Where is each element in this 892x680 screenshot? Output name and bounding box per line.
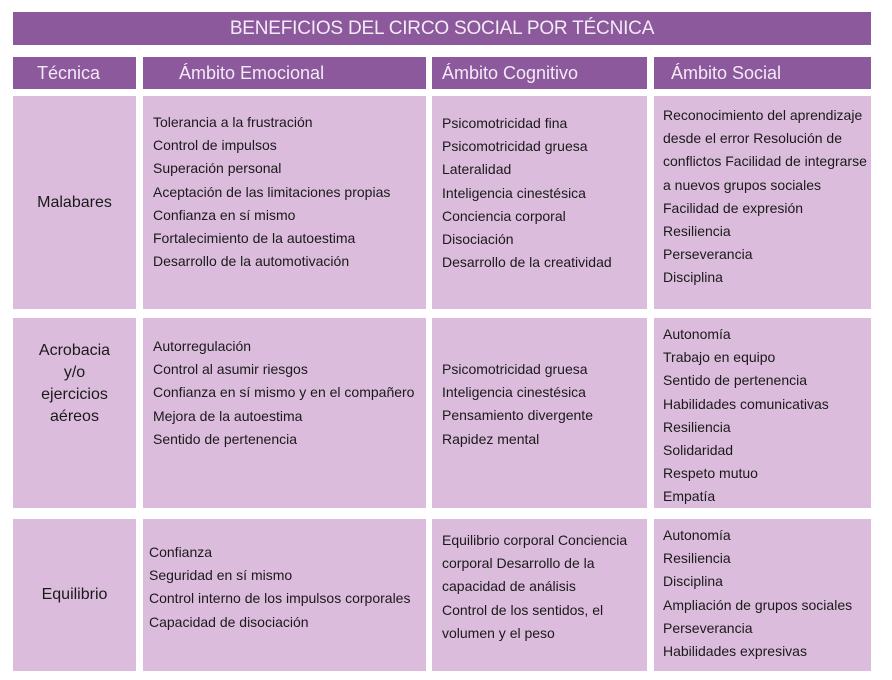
table-title: BENEFICIOS DEL CIRCO SOCIAL POR TÉCNICA [13,12,871,45]
benefit-item: Resiliencia [663,223,731,240]
benefit-item: Disociación [442,231,514,248]
tecnica-line: Acrobacia [38,342,111,359]
cognitivo-acrobacia [432,318,647,508]
tecnica-acrobacia [13,318,136,508]
benefit-list [442,529,647,645]
benefit-item: Tolerancia a la frustración [153,114,313,130]
benefit-item: conflictos Facilidad de integrarse [663,153,867,170]
tecnica-malabares [13,96,136,309]
benefit-item: Perseverancia [663,619,753,636]
benefit-item: Autonomía [663,326,731,342]
benefit-item: Trabajo en equipo [663,349,776,366]
benefit-item: Disciplina [663,269,723,286]
tecnica-line: ejercicios [41,386,108,403]
benefit-item: Resiliencia [663,550,731,567]
social-acrobacia [654,318,871,508]
benefit-item: Aceptación de las limitaciones propias [153,183,391,200]
benefit-item: Disciplina [663,573,723,590]
benefit-item: Capacidad de disociación [149,613,309,630]
emocional-equilibrio [143,519,426,671]
benefit-item: Empatía [663,488,716,505]
social-malabares [654,96,871,309]
benefit-item: desde el error Resolución de [663,130,842,147]
header-ambito-emocional: Ámbito Emocional [143,57,426,89]
benefit-list [663,323,871,509]
benefit-list [153,335,426,451]
benefit-item: Solidaridad [663,442,734,459]
benefit-item: Resiliencia [663,418,731,435]
benefit-item: Mejora de la autoestima [153,407,303,424]
benefit-item: capacidad de análisis [442,578,576,595]
benefit-item: Facilidad de expresión [663,199,804,216]
benefit-item: Reconocimiento del aprendizaje [663,107,863,123]
benefit-list [153,111,426,273]
benefit-item: Desarrollo de la automotivación [153,253,350,270]
benefit-item: Control de los sentidos, el [442,601,604,618]
cognitivo-equilibrio [432,519,647,671]
benefit-item: Control al asumir riesgos [153,361,308,378]
benefit-item: Confianza en sí mismo y en el compañero [153,384,415,401]
emocional-malabares [143,96,426,309]
benefit-item: Psicomotricidad gruesa [442,361,588,377]
benefit-item: Habilidades expresivas [663,643,807,660]
tecnica-equilibrio [13,519,136,671]
tecnica-line: aéreos [50,408,99,425]
emocional-acrobacia [143,318,426,508]
tecnica-label: Equilibrio [41,586,108,603]
benefit-item: corporal Desarrollo de la [442,555,595,572]
benefit-item: Ampliación de grupos sociales [663,596,853,613]
benefit-item: Respeto mutuo [663,465,758,482]
tecnica-line: y/o [63,364,86,381]
tecnica-lines [39,340,110,428]
benefit-item: Lateralidad [442,161,512,178]
benefit-item: Fortalecimiento de la autoestima [153,230,356,247]
benefit-item: Autorregulación [153,338,252,354]
benefit-item: Superación personal [153,160,282,177]
benefit-item: Confianza [149,544,213,560]
benefit-item: Inteligencia cinestésica [442,184,586,201]
benefit-item: Psicomotricidad fina [442,115,568,131]
benefit-list [442,358,647,451]
benefit-item: Equilibrio corporal Conciencia [442,532,628,548]
cognitivo-malabares [432,96,647,309]
benefit-item: Seguridad en sí mismo [149,567,293,584]
benefit-item: Confianza en sí mismo [153,206,296,223]
benefit-item: volumen y el peso [442,624,555,641]
benefit-item: Rapidez mental [442,430,540,447]
benefit-item: Pensamiento divergente [442,407,593,424]
benefit-item: Sentido de pertenencia [663,372,807,389]
benefit-list [442,112,647,274]
benefit-item: Perseverancia [663,246,753,263]
social-equilibrio [654,519,871,671]
benefit-item: Psicomotricidad gruesa [442,138,588,155]
benefit-list [149,541,426,634]
tecnica-label: Malabares [37,193,112,211]
header-ambito-cognitivo: Ámbito Cognitivo [432,57,647,89]
benefit-list [663,104,871,290]
benefit-item: Control de impulsos [153,137,277,154]
benefit-item: Desarrollo de la creatividad [442,254,612,271]
header-tecnica: Técnica [13,57,136,89]
benefit-item: Habilidades comunicativas [663,395,829,412]
benefit-item: Autonomía [663,527,731,543]
benefit-list [663,524,871,663]
benefit-item: Sentido de pertenencia [153,430,297,447]
benefit-item: a nuevos grupos sociales [663,176,821,193]
benefit-item: Conciencia corporal [442,207,566,224]
benefit-item: Inteligencia cinestésica [442,384,586,401]
benefit-item: Control interno de los impulsos corporales [149,590,411,607]
header-ambito-social: Ámbito Social [654,57,871,89]
